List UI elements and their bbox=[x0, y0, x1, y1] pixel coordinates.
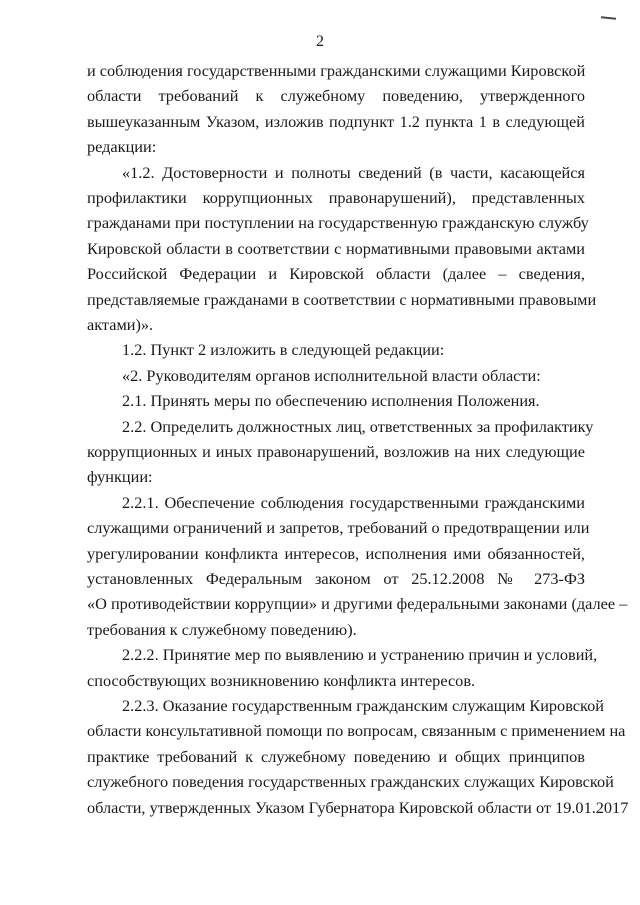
text-line: «2. Руководителям органов исполнительной власти области: bbox=[122, 365, 541, 385]
text-line: 2.1. Принять меры по обеспечению исполнения Положения. bbox=[122, 391, 540, 411]
text-line: 2.2.2. Принятие мер по выявлению и устранению причин и условий, bbox=[122, 645, 598, 665]
text-line: служебного поведения государственных гражданских служащих Кировской bbox=[87, 772, 614, 792]
scan-mark bbox=[601, 16, 616, 20]
text-line: функции: bbox=[87, 467, 153, 487]
text-line: Кировской области в соответствии с нормативными правовыми актами bbox=[87, 238, 585, 258]
text-line: служащими ограничений и запретов, требований о предотвращении или bbox=[87, 518, 590, 538]
text-line: области требований к служебному поведению, утвержденного bbox=[87, 86, 585, 106]
text-line: 2.2.3. Оказание государственным гражданским служащим Кировской bbox=[122, 696, 604, 715]
text-line: вышеуказанным Указом, изложив подпункт 1.2 пункта 1 в следующей bbox=[87, 111, 585, 131]
text-line: способствующих возникновению конфликта интересов. bbox=[87, 670, 476, 690]
text-line: 2.2.1. Обеспечение соблюдения государственными гражданскими bbox=[122, 492, 585, 512]
text-line: гражданами при поступлении на государственную гражданскую службу bbox=[87, 213, 589, 233]
text-line: актами)». bbox=[87, 315, 154, 334]
text-line: практике требований к служебному поведению и общих принципов bbox=[87, 746, 585, 766]
text-line: области консультативной помощи по вопросам, связанным с применением на bbox=[87, 721, 626, 741]
text-line: установленных Федеральным законом от 25.12.2008 № 273-ФЗ bbox=[87, 569, 585, 588]
text-line: и соблюдения государственными гражданскими служащими Кировской bbox=[87, 61, 586, 80]
text-line: «О противодействии коррупции» и другими федеральными законами (далее – bbox=[87, 594, 628, 614]
text-line: требования к служебному поведению). bbox=[87, 619, 357, 639]
text-line: Российской Федерации и Кировской области (далее – сведения, bbox=[87, 264, 585, 284]
text-line: урегулировании конфликта интересов, исполнения ими обязанностей, bbox=[87, 543, 585, 563]
text-line: коррупционных и иных правонарушений, возложив на них следующие bbox=[87, 442, 585, 461]
text-line: профилактики коррупционных правонарушений), представленных bbox=[87, 188, 585, 207]
text-line: «1.2. Достоверности и полноты сведений (в части, касающейся bbox=[122, 162, 585, 182]
text-line: редакции: bbox=[87, 137, 157, 157]
text-line: представляемые гражданами в соответствии с нормативными правовыми bbox=[87, 289, 597, 309]
text-line: области, утвержденных Указом Губернатора Кировской области от 19.01.2017 bbox=[87, 797, 629, 817]
text-line: 2.2. Определить должностных лиц, ответственных за профилактику bbox=[122, 416, 594, 436]
text-line: 1.2. Пункт 2 изложить в следующей редакции: bbox=[122, 340, 445, 360]
page-number: 2 bbox=[316, 33, 324, 50]
